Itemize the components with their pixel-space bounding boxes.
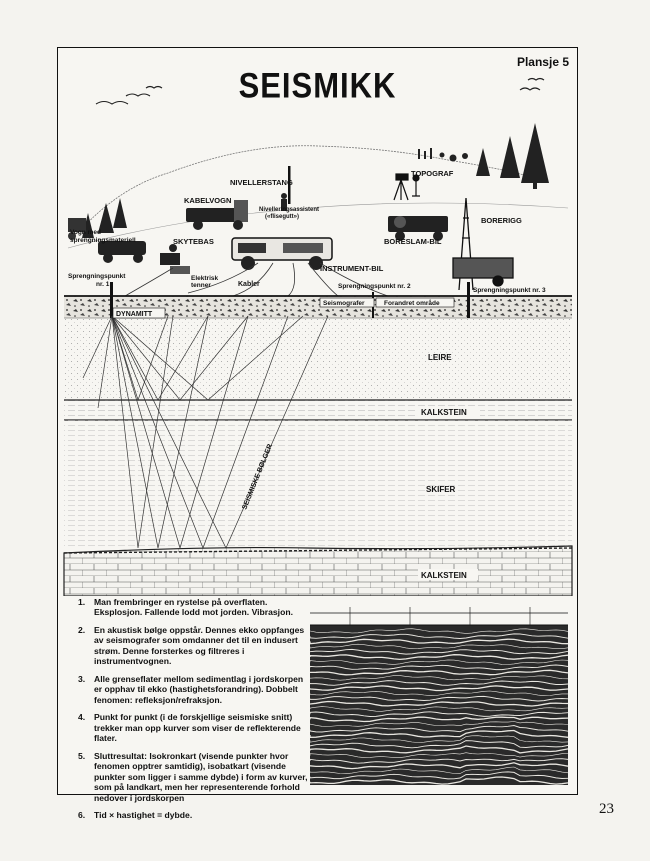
birds-left-icon — [96, 87, 162, 105]
label-flisegutt: («flisegutt») — [265, 214, 300, 220]
layer-label-kalkstein-2: KALKSTEIN — [421, 571, 467, 580]
layer-label-skifer: SKIFER — [426, 485, 456, 494]
shotpoint-3-marker — [467, 282, 470, 318]
skytebas-figure-icon — [160, 244, 190, 274]
label-boreslam-bil: BORESLAM-BIL — [384, 237, 442, 246]
label-forandret-omrade: Forandret område — [384, 300, 440, 307]
kalkstein-layer-2 — [64, 546, 572, 596]
layer-label-kalkstein-1: KALKSTEIN — [421, 408, 467, 417]
shotpoint-1-marker — [110, 282, 113, 318]
hill-outline — [78, 146, 528, 233]
list-item: 4. Punkt for punkt (i de forskjellige seismiske snitt) trekker man opp kurver som viser de reflekterende flater. — [78, 712, 301, 744]
page-number: 23 — [599, 801, 614, 817]
label-vogn-med: Vogn med — [70, 229, 101, 236]
label-seismografer: Seismografer — [323, 300, 365, 307]
label-kabler: Kabler — [238, 281, 260, 288]
layer-label-leire: LEIRE — [428, 353, 452, 362]
label-kabelvogn: KABELVOGN — [184, 196, 232, 205]
list-item: 3. Alle grenseflater mellom sedimentlag i jordskorpen er opphav til ekko (hastighetsforandring). Dobbelt fenomen: refleksjon/refraksjon. — [78, 673, 304, 705]
list-item: 1. Man frembringer en rystelse på overflaten. Eksplosjon. Fallende lodd mot jorden. Vibrasjon. — [78, 597, 293, 618]
tree-icon — [82, 123, 549, 238]
label-elektrisk: Elektrisk — [191, 275, 219, 282]
plate-label: Plansje 5 — [516, 55, 569, 69]
seismic-survey-illustration — [58, 48, 579, 596]
label-instrument-bil: INSTRUMENT-BIL — [320, 264, 384, 273]
label-sprengningsmateriell: sprengningsmateriell — [70, 237, 136, 244]
label-sprengningspunkt-2: Sprengningspunkt nr. 2 — [338, 283, 411, 290]
label-dynamitt: DYNAMITT — [116, 311, 153, 318]
leveling-rod-icon — [281, 166, 291, 211]
list-item: 6. Tid × hastighet = dybde. — [78, 810, 193, 821]
drilling-rig-icon — [453, 198, 513, 290]
page-title: SEISMIKK — [238, 65, 397, 106]
kalkstein-layer-1 — [64, 400, 572, 420]
label-topograf: TOPOGRAF — [411, 169, 454, 178]
label-sprengningspunkt-3: Sprengningspunkt nr. 3 — [473, 287, 546, 294]
label-nivellerstang: NIVELLERSTANG — [230, 178, 293, 187]
explanation-list — [76, 597, 311, 828]
label-sprengningspunkt-1-nr: nr. 1 — [96, 281, 110, 288]
birds-right-icon — [520, 79, 544, 91]
jeep-icon — [98, 241, 146, 263]
label-sprengningspunkt-1: Sprengningspunkt — [68, 273, 126, 280]
list-item: 2. En akustisk bølge oppstår. Dennes ekko oppfanges av seismografer som omdanner det til en indusert strøm. Denne forsterkes og filtreres i instrumentvognen. — [78, 624, 305, 667]
label-skytebas: SKYTEBAS — [173, 237, 214, 246]
label-seismiske-bolger: SEISMISKE BØLGER — [241, 443, 275, 511]
plate-frame — [57, 47, 578, 821]
instrument-truck-icon — [232, 238, 332, 270]
seismic-section-image — [310, 603, 568, 785]
list-item: 5. Sluttresultat: Isokronkart (visende punkter hvor fenomen opptrer samtidig), isobatkart (visende punkter som ligger i samme dybde) i form av kurver, som på landkart, men her representerende forhold nedover i jordskorpen — [78, 750, 308, 803]
label-borerigg: BORERIGG — [481, 216, 522, 225]
label-nivelleringsassistent: Nivelleringsassistent — [259, 207, 320, 213]
label-tenner: tenner — [191, 282, 211, 289]
skifer-layer — [64, 420, 572, 548]
